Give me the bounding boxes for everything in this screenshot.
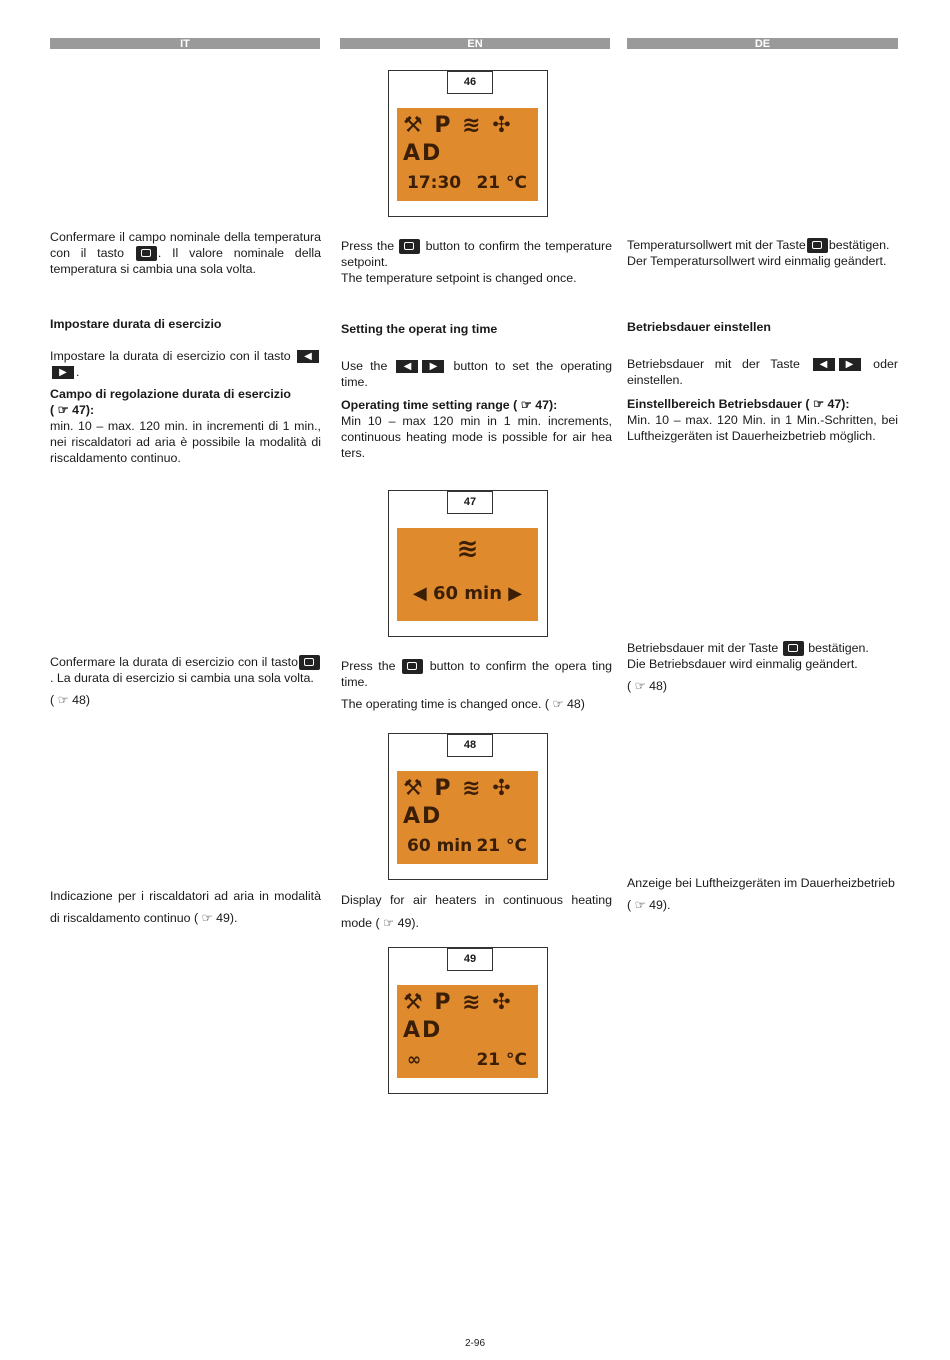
en-confirm-setpoint bbox=[341, 238, 612, 286]
it-set-text: Impostare la durata di esercizio con il tasto bbox=[50, 349, 291, 363]
confirm-key-icon bbox=[402, 659, 423, 674]
left-arrow-key-icon: ◀ bbox=[297, 350, 319, 363]
it-range bbox=[50, 386, 321, 466]
header-it: IT bbox=[50, 38, 320, 49]
lcd-status-icons: ⚒ P ≋ ✣ AD bbox=[403, 990, 513, 1043]
lcd-display bbox=[397, 771, 538, 864]
figure-48 bbox=[388, 733, 548, 880]
figure-number: 48 bbox=[447, 734, 493, 757]
lcd-display bbox=[397, 528, 538, 621]
en-confirm-text-b: button to confirm the temperature setpoint. bbox=[341, 239, 612, 270]
de-confirm-setpoint bbox=[627, 237, 898, 269]
header-en: EN bbox=[340, 38, 610, 49]
de-confirm2-text-a: Betriebsdauer mit der Taste bbox=[627, 641, 779, 655]
de-display-text: Anzeige bei Luftheizgeräten im Dauerheizbetrieb bbox=[627, 876, 895, 890]
en-range bbox=[341, 397, 612, 461]
en-range-text: Min 10 – max 120 min in 1 min. increments, continuous heating mode is possible for air hea ters. bbox=[341, 414, 612, 460]
confirm-key-icon bbox=[807, 238, 828, 253]
lcd-status-icons: ⚒ P ≋ ✣ AD bbox=[403, 776, 513, 829]
lcd-temperature: 21 °C bbox=[476, 173, 527, 193]
en-confirm2-ref: ( ☞ 48) bbox=[544, 697, 585, 712]
de-confirm-text-c: Der Temperatursollwert wird einmalig geändert. bbox=[627, 254, 887, 269]
right-arrow-key-icon: ▶ bbox=[839, 358, 861, 371]
lcd-display bbox=[397, 985, 538, 1078]
lcd-continuous-symbol: ∞ bbox=[407, 1050, 422, 1070]
de-range-heading: Einstellbereich Betriebsdauer bbox=[627, 397, 802, 411]
page-number: 2-96 bbox=[464, 1338, 485, 1349]
de-set-text-a: Betriebsdauer mit der Taste bbox=[627, 357, 800, 371]
en-confirm2-text-a: Press the bbox=[341, 659, 396, 673]
de-confirm-text-b: bestätigen. bbox=[828, 238, 890, 252]
en-confirm-text-c: The temperature setpoint is changed once. bbox=[341, 271, 577, 286]
figure-47 bbox=[388, 490, 548, 637]
confirm-key-icon bbox=[136, 246, 157, 261]
de-range bbox=[627, 396, 898, 444]
lcd-time: 60 min bbox=[407, 836, 473, 856]
it-confirm-text-b: . Il valore nominale della temperatura si cambia una sola volta. bbox=[50, 246, 321, 277]
it-display-note bbox=[50, 885, 321, 929]
it-confirm2-text-a: Confermare la durata di esercizio con il tasto bbox=[50, 655, 298, 669]
lcd-temperature: 21 °C bbox=[476, 1050, 527, 1070]
figure-number: 47 bbox=[447, 491, 493, 514]
en-confirm-time bbox=[341, 658, 612, 712]
en-display-text: Display for air heaters in continuous heating mode bbox=[341, 893, 612, 930]
de-display-ref: ( ☞ 49). bbox=[627, 898, 671, 912]
en-display-note bbox=[341, 889, 612, 935]
heating-icon: ≋ bbox=[456, 534, 479, 564]
lcd-time: 17:30 bbox=[407, 173, 462, 193]
it-display-text: Indicazione per i riscaldatori ad aria in modalità di riscaldamento continuo bbox=[50, 889, 321, 925]
en-confirm2-line bbox=[341, 696, 612, 712]
it-range-heading: Campo di regolazione durata di esercizio bbox=[50, 387, 291, 401]
confirm-key-icon bbox=[399, 239, 420, 254]
lcd-temperature: 21 °C bbox=[476, 836, 527, 856]
de-confirm-time bbox=[627, 640, 898, 694]
left-arrow-key-icon: ◀ bbox=[396, 360, 418, 373]
de-confirm2-ref: ( ☞ 48) bbox=[627, 679, 668, 694]
figure-46 bbox=[388, 70, 548, 217]
confirm-key-icon bbox=[299, 655, 320, 670]
confirm-key-icon bbox=[783, 641, 804, 656]
left-arrow-key-icon: ◀ bbox=[813, 358, 835, 371]
de-confirm2-text-b: bestätigen. bbox=[808, 641, 869, 655]
en-confirm2-text-c: The operating time is changed once. bbox=[341, 697, 542, 712]
en-set-time bbox=[341, 358, 612, 390]
de-range-ref: ( ☞ 47): bbox=[805, 397, 850, 411]
lcd-operating-time: ◀ 60 min ▶ bbox=[412, 583, 523, 604]
en-range-heading: Operating time setting range bbox=[341, 398, 510, 412]
it-heading: Impostare durata di esercizio bbox=[50, 317, 222, 331]
de-confirm-text-a: Temperatursollwert mit der Taste bbox=[627, 238, 806, 252]
right-arrow-key-icon: ▶ bbox=[422, 360, 444, 373]
en-heading: Setting the operat ing time bbox=[341, 322, 498, 336]
de-set-time bbox=[627, 356, 898, 388]
it-range-ref: ( ☞ 47): bbox=[50, 403, 95, 417]
figure-number: 46 bbox=[447, 71, 493, 94]
de-range-text: Min. 10 – max. 120 Min. in 1 Min.-Schritten, bei Luftheizgeräten ist Dauerheizbetrieb möglich. bbox=[627, 413, 898, 443]
it-confirm2-ref: ( ☞ 48) bbox=[50, 693, 91, 708]
lcd-status-icons: ⚒ P ≋ ✣ AD bbox=[403, 113, 513, 166]
it-confirm2-text-b: . La durata di esercizio si cambia una sola volta. bbox=[50, 671, 314, 686]
en-set-text-a: Use the bbox=[341, 359, 388, 373]
en-range-ref: ( ☞ 47): bbox=[513, 398, 558, 412]
it-confirm-time bbox=[50, 654, 321, 708]
it-range-text: min. 10 – max. 120 min. in incrementi di 1 min., nei riscaldatori ad aria è possibile la modalità di riscaldamento continuo. bbox=[50, 419, 321, 465]
right-arrow-key-icon: ▶ bbox=[52, 366, 74, 379]
it-set-time: Impostare la durata di esercizio con il tasto ◀▶ . bbox=[50, 348, 321, 380]
figure-49 bbox=[388, 947, 548, 1094]
en-display-ref: ( ☞ 49). bbox=[375, 916, 419, 930]
it-display-ref: ( ☞ 49). bbox=[193, 911, 238, 925]
it-confirm-setpoint bbox=[50, 229, 321, 277]
de-set-text-b: oder einstellen. bbox=[627, 357, 898, 387]
it-confirm-text-a: Confermare il campo nominale della temperatura con il tasto bbox=[50, 230, 321, 260]
de-confirm2-text-c: Die Betriebsdauer wird einmalig geändert. bbox=[627, 657, 858, 672]
lcd-display bbox=[397, 108, 538, 201]
header-de: DE bbox=[627, 38, 898, 49]
de-heading: Betriebsdauer einstellen bbox=[627, 320, 771, 334]
figure-number: 49 bbox=[447, 948, 493, 971]
en-confirm2-text-b: button to confirm the opera ting time. bbox=[341, 659, 612, 690]
en-confirm-text-a: Press the bbox=[341, 239, 395, 253]
en-set-text-b: button to set the operating time. bbox=[341, 359, 612, 389]
de-display-note bbox=[627, 872, 898, 916]
